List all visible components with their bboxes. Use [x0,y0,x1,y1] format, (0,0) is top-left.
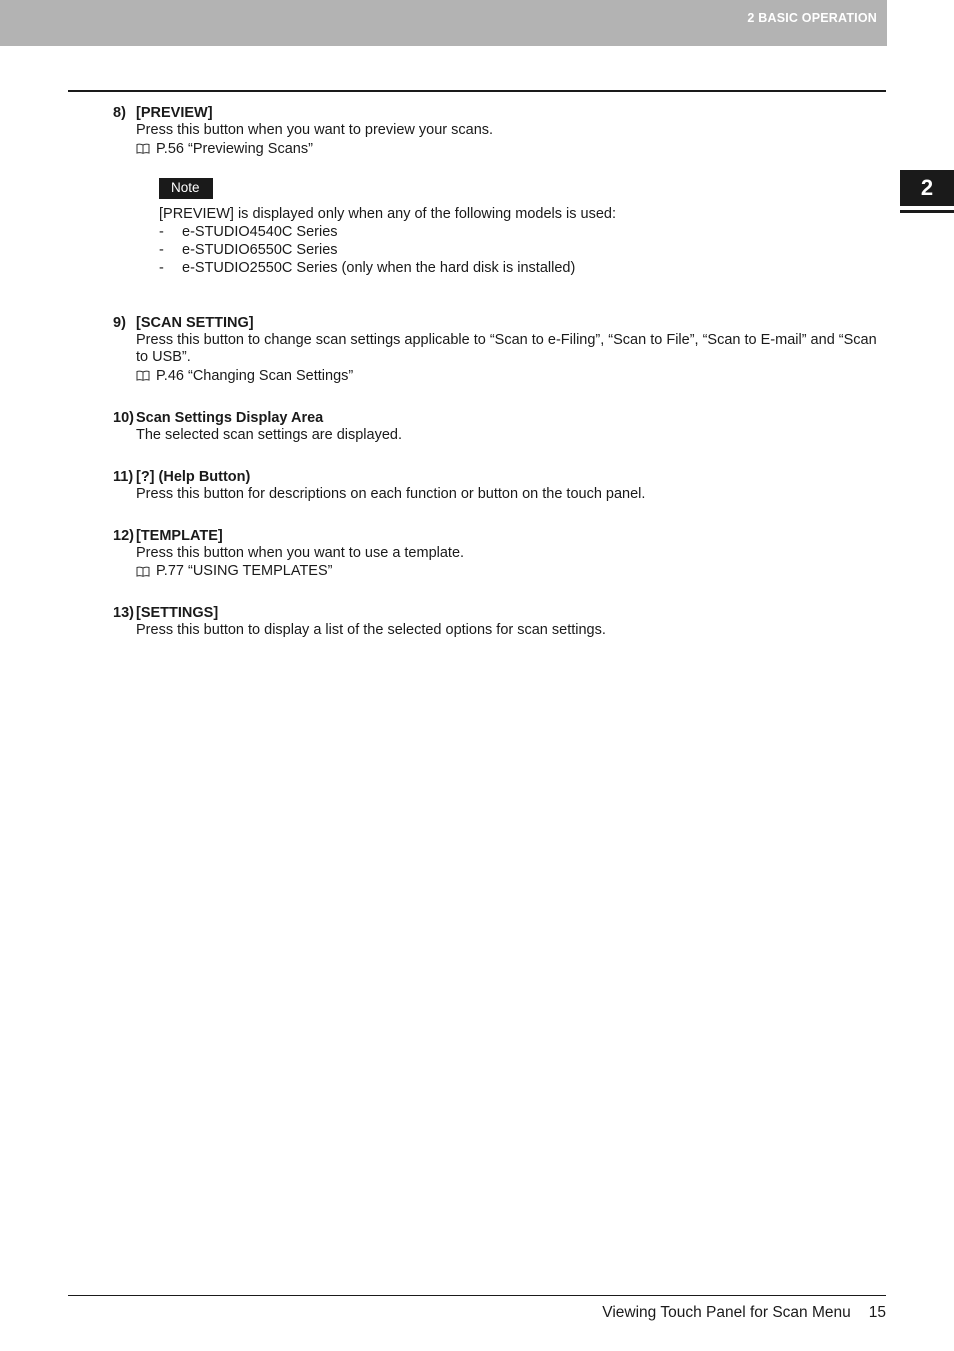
book-icon [136,143,150,154]
list-item: - e-STUDIO4540C Series [159,223,338,240]
page-reference[interactable] [136,367,886,385]
item-number: 10) [113,409,134,426]
list-item: - e-STUDIO2550C Series (only when the hard disk is installed) [159,259,576,276]
reference-text: P.46 “Changing Scan Settings” [156,367,354,384]
footer-divider [68,1295,886,1296]
book-icon [136,566,150,577]
item-description: The selected scan settings are displayed. [136,426,402,443]
item-body [136,622,886,640]
item-description: Press this button to change scan settings applicable to “Scan to e-Filing”, “Scan to File”, “Scan to E-mail” and “Scan to USB”. [136,331,877,365]
item-description: Press this button when you want to preview your scans. [136,122,494,138]
item-preview [113,104,886,277]
book-icon [136,370,150,381]
item-title: [SCAN SETTING] [136,314,254,331]
footer [602,1304,886,1322]
page-reference[interactable] [136,140,886,158]
note-label: Note [159,178,213,199]
footer-title: Viewing Touch Panel for Scan Menu [602,1304,851,1321]
note-text: [PREVIEW] is displayed only when any of the following models is used: [159,205,616,222]
item-scan-settings-display-area [113,409,886,445]
item-title: [SETTINGS] [136,605,219,621]
item-description: Press this button for descriptions on each function or button on the touch panel. [136,486,646,502]
item-number: 13) [113,605,134,621]
item-title: [PREVIEW] [136,105,213,121]
item-heading [113,314,886,332]
item-body [136,545,886,581]
item-scan-setting [113,314,886,385]
page-number: 15 [868,1304,886,1321]
section-title: 2 BASIC OPERATION [747,11,877,25]
item-settings [113,604,886,640]
page-reference[interactable] [136,562,886,580]
chapter-tab: 2 [900,170,954,210]
item-body [136,427,886,445]
item-description: Press this button to display a list of the selected options for scan settings. [136,622,606,638]
item-body [136,486,886,504]
item-number: 12) [113,527,134,544]
note-block [159,178,886,277]
item-title: [?] (Help Button) [136,469,251,485]
top-divider [68,90,886,92]
item-heading [113,527,886,545]
reference-text: P.77 “USING TEMPLATES” [156,563,333,579]
content [113,104,886,640]
item-heading [113,468,886,486]
item-heading [113,104,886,122]
item-template [113,527,886,581]
item-number: 8) [113,105,126,121]
item-number: 9) [113,314,126,331]
item-title: Scan Settings Display Area [136,409,324,426]
reference-text: P.56 “Previewing Scans” [156,140,313,157]
item-heading [113,409,886,427]
item-number: 11) [113,469,134,485]
item-title: [TEMPLATE] [136,527,223,544]
item-body [136,122,886,158]
item-body [136,332,886,385]
list-item: - e-STUDIO6550C Series [159,241,338,258]
header-bar [0,0,887,46]
item-help-button [113,468,886,504]
item-heading [113,604,886,622]
item-description: Press this button when you want to use a template. [136,544,465,561]
